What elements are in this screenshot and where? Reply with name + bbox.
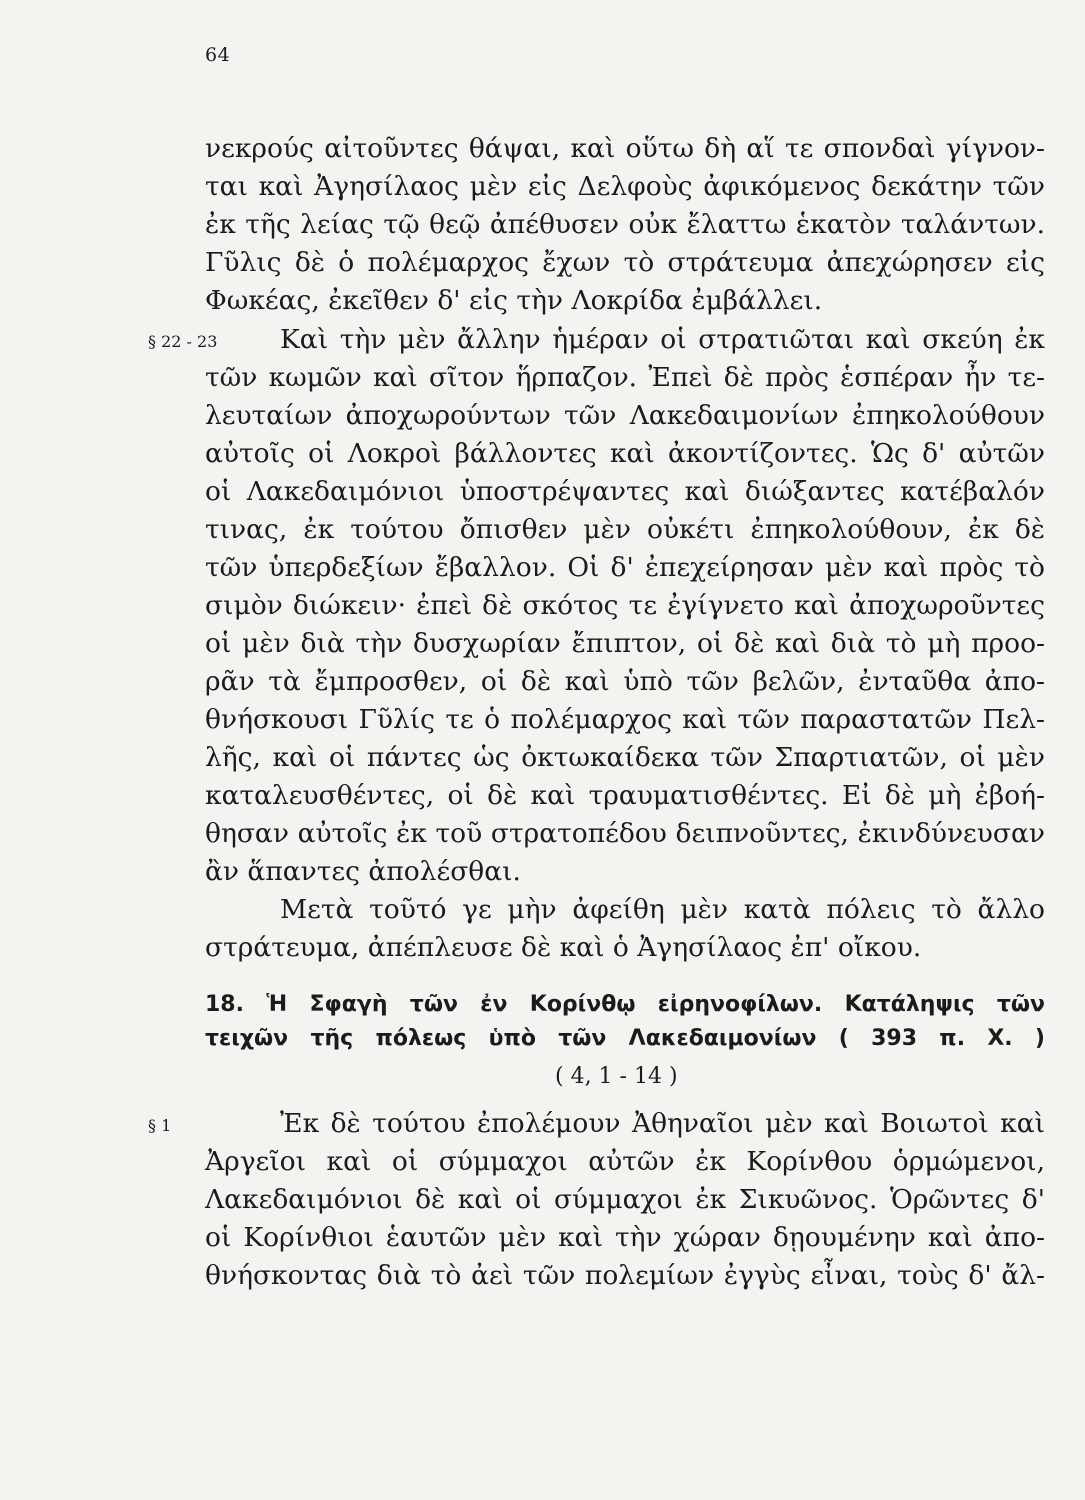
text-line: Ἀργεῖοι καὶ οἱ σύμμαχοι αὐτῶν ἐκ Κορίνθου ὁρμώμενοι, [205,1146,1045,1177]
text-line: τῶν ὑπερδεξίων ἔβαλλον. Οἱ δ' ἐπεχείρησαν μὲν καὶ πρὸς τὸ [205,552,1045,583]
text-line: Μετὰ τοῦτό γε μὴν ἀφείθη μὲν κατὰ πόλεις τὸ ἄλλο [280,894,1045,925]
text-line: Γῦλις δὲ ὁ πολέμαρχος ἔχων τὸ στράτευμα ἀπεχώρησεν εἰς [205,247,1045,278]
text-line: ἐκ τῆς λείας τῷ θεῷ ἀπέθυσεν οὐκ ἔλαττω ἑκατὸν ταλάντων. [205,209,1045,240]
text-line: σιμὸν διώκειν· ἐπεὶ δὲ σκότος τε ἐγίγνετο καὶ ἀποχωροῦντες [205,590,1045,621]
text-line: τινας, ἐκ τούτου ὄπισθεν μὲν οὐκέτι ἐπηκολούθουν, ἐκ δὲ [205,514,1045,545]
text-line: οἱ Λακεδαιμόνιοι ὑποστρέψαντες καὶ διώξαντες κατέβαλόν [205,476,1045,507]
text-line: Ἐκ δὲ τούτου ἐπολέμουν Ἀθηναῖοι μὲν καὶ Βοιωτοὶ καὶ [280,1108,1045,1139]
text-line: ἂν ἅπαντες ἀπολέσθαι. [205,856,521,887]
section-heading-line1: 18. Ἡ Σφαγὴ τῶν ἐν Κορίνθῳ εἰρηνοφίλων. Κατάληψις τῶν [205,992,1045,1017]
text-line: νεκρούς αἰτοῦντες θάψαι, καὶ οὕτω δὴ αἵ τε σπονδαὶ γίγνον- [205,133,1045,164]
text-line: αὐτοῖς οἱ Λοκροὶ βάλλοντες καὶ ἀκοντίζοντες. Ὡς δ' αὐτῶν [205,438,1045,469]
text-line: Λακεδαιμόνιοι δὲ καὶ οἱ σύμμαχοι ἐκ Σικυῶνος. Ὁρῶντες δ' [205,1184,1045,1215]
section-heading-line2: τειχῶν τῆς πόλεως ὑπὸ τῶν Λακεδαιμονίων ( 393 π. Χ. ) [205,1026,1045,1051]
margin-section-ref: § 1 [148,1116,172,1135]
text-line: λευταίων ἀποχωρούντων τῶν Λακεδαιμονίων ἐπηκολούθουν [205,400,1045,431]
text-line: θησαν αὐτοῖς ἐκ τοῦ στρατοπέδου δειπνοῦντες, ἐκινδύνευσαν [205,818,1045,849]
text-line: ρᾶν τὰ ἔμπροσθεν, οἱ δὲ καὶ ὑπὸ τῶν βελῶν, ἐνταῦθα ἀπο- [205,666,1045,697]
text-line: οἱ μὲν διὰ τὴν δυσχωρίαν ἔπιπτον, οἱ δὲ καὶ διὰ τὸ μὴ προο- [205,628,1045,659]
text-line: τῶν κωμῶν καὶ σῖτον ἥρπαζον. Ἐπεὶ δὲ πρὸς ἑσπέραν ἦν τε- [205,362,1045,393]
text-line: οἱ Κορίνθιοι ἑαυτῶν μὲν καὶ τὴν χώραν δῃουμένην καὶ ἀπο- [205,1222,1045,1253]
text-line: στράτευμα, ἀπέπλευσε δὲ καὶ ὁ Ἀγησίλαος ἐπ' οἴκου. [205,932,922,963]
text-line: θνήσκουσι Γῦλίς τε ὁ πολέμαρχος καὶ τῶν παραστατῶν Πελ- [205,704,1045,735]
text-line: Φωκέας, ἐκεῖθεν δ' εἰς τὴν Λοκρίδα ἐμβάλλει. [205,285,823,316]
text-line: λῆς, καὶ οἱ πάντες ὡς ὀκτωκαίδεκα τῶν Σπαρτιατῶν, οἱ μὲν [205,742,1045,773]
text-line: θνήσκοντας διὰ τὸ ἀεὶ τῶν πολεμίων ἐγγὺς εἶναι, τοὺς δ' ἄλ- [205,1260,1045,1291]
margin-section-ref: § 22 - 23 [148,332,218,351]
text-line: ται καὶ Ἀγησίλαος μὲν εἰς Δελφοὺς ἀφικόμενος δεκάτην τῶν [205,171,1045,202]
text-line: καταλευσθέντες, οἱ δὲ καὶ τραυματισθέντες. Εἰ δὲ μὴ ἐβοή- [205,780,1045,811]
page-number: 64 [205,44,231,66]
text-line: Καὶ τὴν μὲν ἄλλην ἡμέραν οἱ στρατιῶται καὶ σκεύη ἐκ [280,324,1045,355]
source-reference: ( 4, 1 - 14 ) [555,1064,678,1089]
